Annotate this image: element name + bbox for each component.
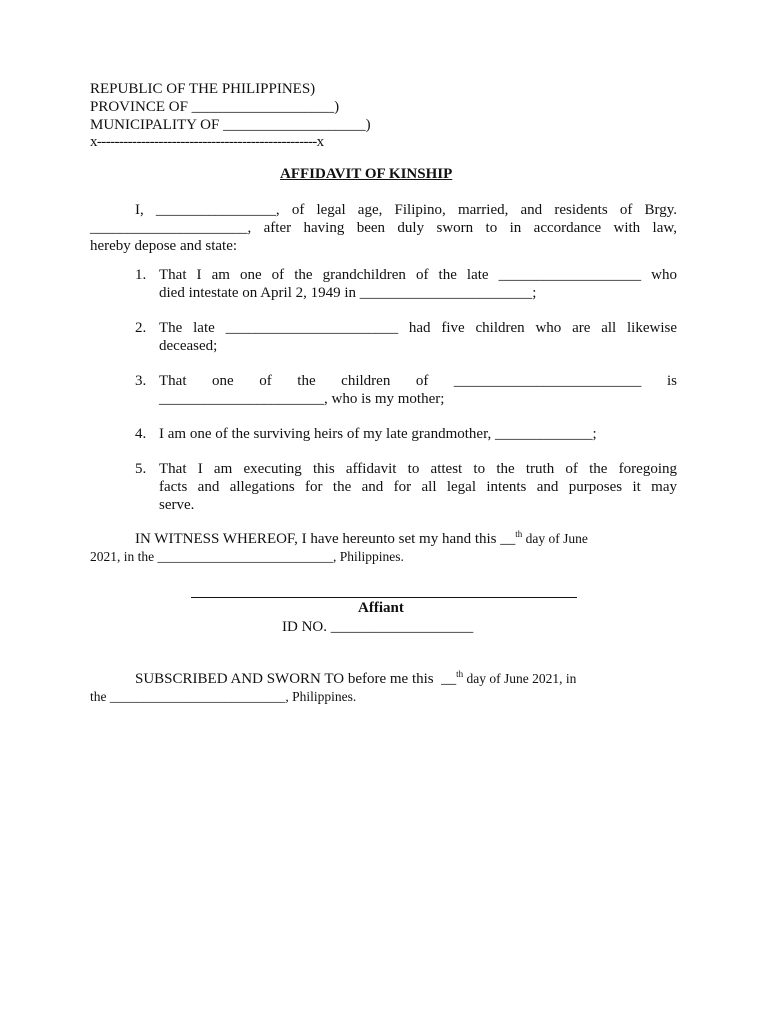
document-title: AFFIDAVIT OF KINSHIP	[280, 166, 453, 182]
witness-line-1	[135, 530, 588, 548]
jurat-text: SUBSCRIBED AND SWORN TO before me this __	[135, 671, 457, 687]
item-1-line-2: died intestate on April 2, 1949 in _______________________;	[159, 285, 537, 301]
affiant-label: Affiant	[358, 600, 404, 616]
item-5-line-2: facts and allegations for the and for all legal intents and purposes it may	[159, 479, 677, 495]
witness-text: IN WITNESS WHEREOF, I have hereunto set my hand this __	[135, 531, 516, 547]
jurat-text-end: day of June 2021, in	[463, 671, 577, 686]
header-municipality: MUNICIPALITY OF ___________________)	[90, 117, 371, 133]
header-separator: x--------------------------------------------------x	[90, 134, 324, 150]
item-2-line-2: deceased;	[159, 338, 218, 354]
header-republic: REPUBLIC OF THE PHILIPPINES)	[90, 81, 316, 97]
item-3-line-2: ______________________, who is my mother;	[159, 391, 445, 407]
header-province: PROVINCE OF ___________________)	[90, 99, 340, 115]
jurat-superscript: th	[456, 669, 464, 679]
witness-line-2: 2021, in the __________________________, Philippines.	[90, 549, 404, 564]
item-number: 5.	[135, 461, 147, 477]
item-1-line-1: That I am one of the grandchildren of the late ___________________ who	[159, 267, 677, 283]
signature-line	[191, 597, 577, 598]
witness-superscript: th	[515, 529, 523, 539]
item-number: 2.	[135, 320, 147, 336]
intro-line-2: _____________________, after having been duly sworn to in accordance with law,	[90, 220, 677, 236]
intro-line-3: hereby depose and state:	[90, 238, 238, 254]
item-4-line-1: I am one of the surviving heirs of my late grandmother, _____________;	[159, 426, 597, 442]
witness-text-end: day of June	[522, 531, 588, 546]
affiant-id-number: ID NO. ___________________	[282, 619, 474, 635]
intro-line-1: I, ________________, of legal age, Filipino, married, and residents of Brgy.	[135, 202, 677, 218]
jurat-line-1	[135, 670, 576, 688]
item-number: 4.	[135, 426, 147, 442]
item-5-line-1: That I am executing this affidavit to attest to the truth of the foregoing	[159, 461, 677, 477]
item-3-line-1: That one of the children of _________________________ is	[159, 373, 677, 389]
item-number: 1.	[135, 267, 147, 283]
jurat-line-2: the __________________________, Philippines.	[90, 689, 357, 704]
item-number: 3.	[135, 373, 147, 389]
item-2-line-1: The late _______________________ had five children who are all likewise	[159, 320, 677, 336]
item-5-line-3: serve.	[159, 497, 195, 513]
